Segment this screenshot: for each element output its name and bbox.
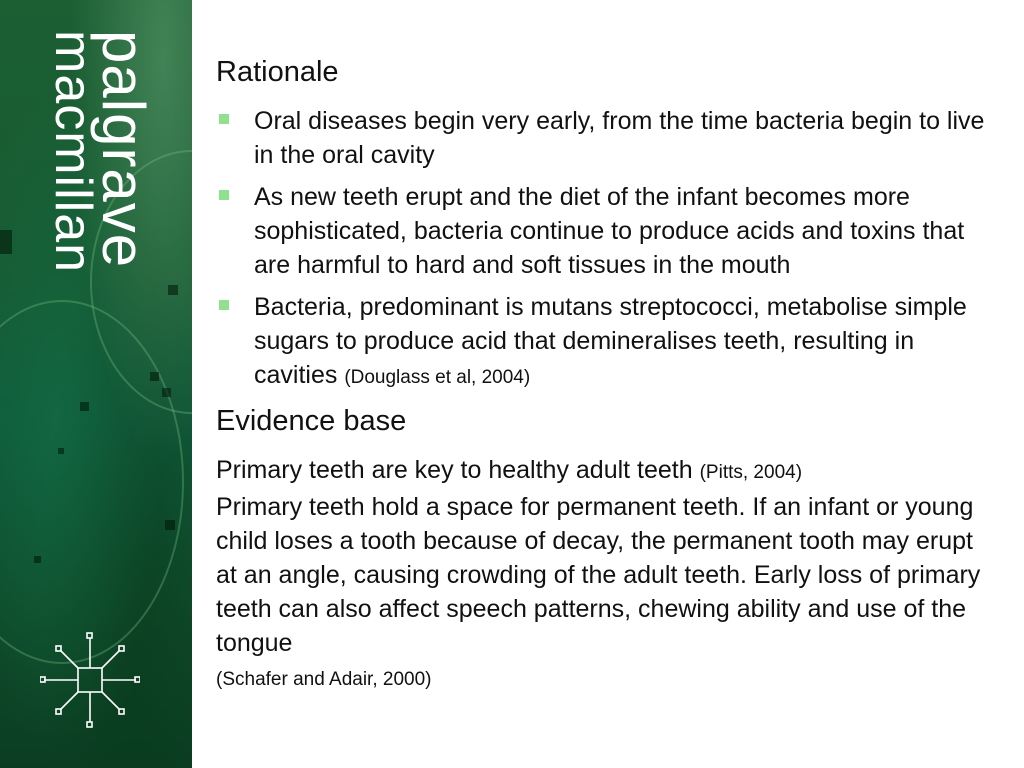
brand-line-1: palgrave [90, 30, 157, 269]
bullet-citation: (Douglass et al, 2004) [344, 367, 531, 388]
square-bullet-icon [219, 300, 229, 310]
list-item [216, 104, 986, 172]
decorative-speck [58, 448, 64, 454]
decorative-speck [34, 556, 41, 563]
list-item [216, 180, 986, 282]
bullet-text: Oral diseases begin very early, from the time bacteria begin to live in the oral cavity [254, 107, 985, 169]
evidence-body-text: Primary teeth hold a space for permanent teeth. If an infant or young child loses a tooth because of decay, the permanent tooth may erupt at an angle, causing crowding of the adult teeth. Early loss of primary teeth can also affect speech patterns, chewing ability and use of the tongue [216, 493, 981, 657]
brand-sidebar [0, 0, 192, 768]
bullet-text: As new teeth erupt and the diet of the infant becomes more sophisticated, bacteria continue to produce acids and toxins that are harmful to hard and soft tissues in the mouth [254, 183, 965, 279]
evidence-paragraph [216, 453, 986, 697]
evidence-heading: Evidence base [216, 405, 407, 437]
square-bullet-icon [219, 114, 229, 124]
rationale-bullet-list [216, 104, 986, 395]
decorative-speck [0, 230, 12, 254]
decorative-speck [162, 388, 171, 397]
network-star-logo-icon [40, 630, 140, 730]
square-bullet-icon [219, 190, 229, 200]
evidence-body-citation: (Schafer and Adair, 2000) [216, 669, 432, 690]
brand-line-2: macmillan [44, 30, 102, 274]
list-item [216, 290, 986, 395]
brand-wordmark [44, 30, 157, 274]
rationale-heading: Rationale [216, 56, 339, 88]
decorative-speck [165, 520, 175, 530]
decorative-speck [80, 402, 89, 411]
decorative-speck [150, 372, 159, 381]
bullet-text: Bacteria, predominant is mutans streptococci, metabolise simple sugars to produce acid that demineralises teeth, resulting in cavities [254, 293, 967, 389]
evidence-lead-citation: (Pitts, 2004) [699, 462, 803, 483]
slide-content [216, 54, 986, 697]
evidence-lead-text: Primary teeth are key to healthy adult teeth [216, 456, 700, 484]
decorative-speck [168, 285, 178, 295]
